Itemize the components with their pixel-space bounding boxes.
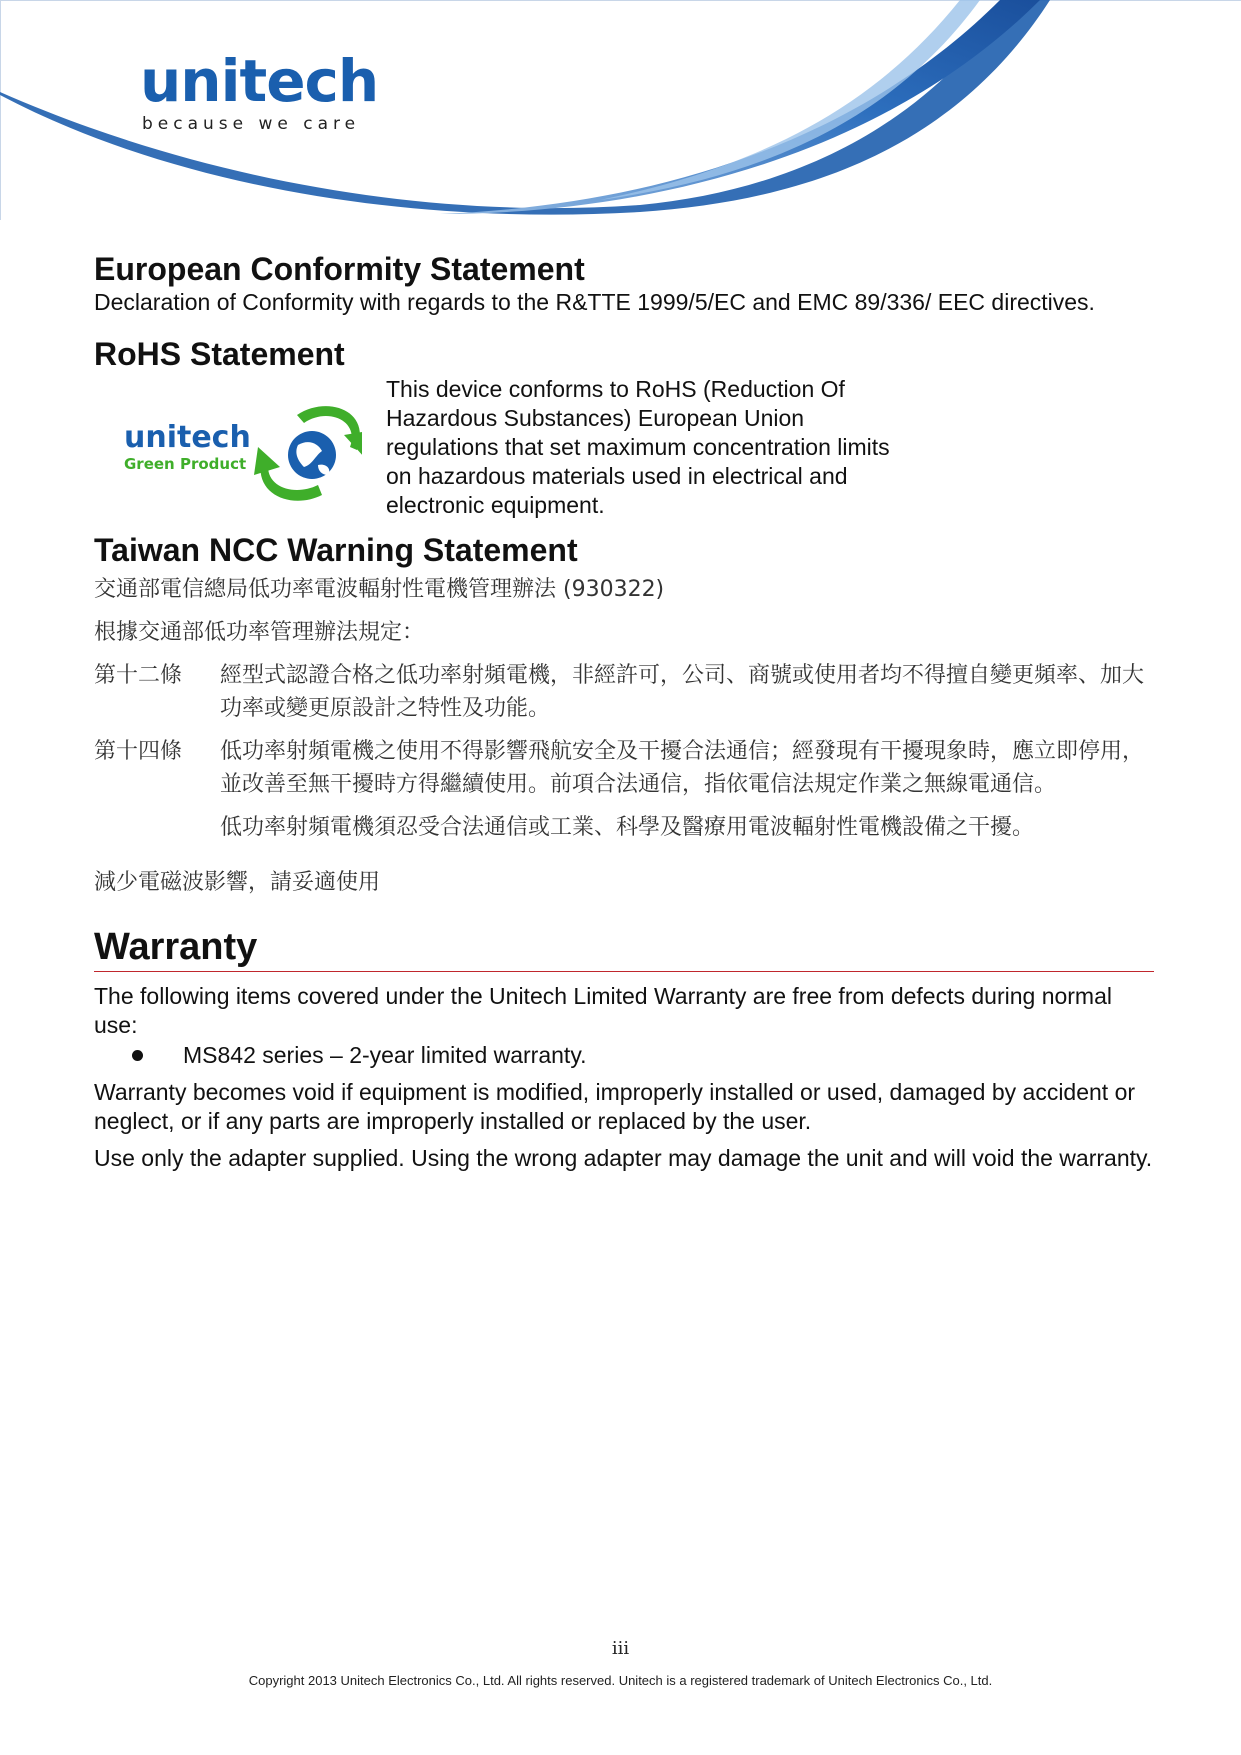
rohs-line: regulations that set maximum concentration limits — [386, 434, 890, 460]
rohs-section — [94, 375, 1154, 525]
rohs-line: electronic equipment. — [386, 492, 605, 518]
article-14 — [94, 735, 1154, 801]
green-logo-sub: Green Product — [124, 455, 247, 473]
warranty-bullet-text: MS842 series – 2-year limited warranty. — [183, 1042, 587, 1068]
warranty-title: Warranty — [94, 925, 1154, 972]
taiwan-title: Taiwan NCC Warning Statement — [94, 532, 578, 568]
european-title: European Conformity Statement — [94, 251, 585, 287]
reduce-emf-line: 減少電磁波影響，請妥適使用 — [94, 870, 381, 895]
taiwan-line2: 根據交通部低功率管理辦法規定： — [94, 620, 425, 645]
warranty-adapter-text: Use only the adapter supplied. Using the wrong adapter may damage the unit and will void the warranty. — [94, 1145, 1153, 1171]
rohs-text — [386, 375, 946, 520]
bullet-icon — [132, 1050, 143, 1061]
copyright: Copyright 2013 Unitech Electronics Co., Ltd. All rights reserved. Unitech is a registered trademark of Unitech Electronics Co., Ltd. — [248, 1673, 993, 1688]
warranty-bullet — [132, 1040, 1154, 1070]
unitech-logo — [140, 47, 379, 134]
green-logo-word: unitech — [124, 420, 251, 455]
warranty-void-text: Warranty becomes void if equipment is modified, improperly installed or used, damaged by accident or neglect, or if any parts are improperly installed or replaced by the user. — [94, 1079, 1136, 1134]
rohs-line: Hazardous Substances) European Union — [386, 405, 805, 431]
european-text: Declaration of Conformity with regards to the R&TTE 1999/5/EC and EMC 89/336/ EEC directives. — [94, 289, 1095, 315]
article-12 — [94, 659, 1154, 725]
page-number: iii — [611, 1638, 630, 1659]
article-text: 經型式認證合格之低功率射頻電機，非經許可，公司、商號或使用者均不得擅自變更頻率、加大功率或變更原設計之特性及功能。 — [220, 663, 1145, 721]
warranty-intro: The following items covered under the Unitech Limited Warranty are free from defects during normal use: — [94, 983, 1112, 1038]
rohs-line: This device conforms to RoHS (Reduction Of — [386, 376, 845, 402]
article-14-extra — [94, 811, 1154, 844]
article-label: 第十二條 — [94, 663, 183, 688]
green-product-logo — [122, 395, 362, 505]
article-text: 低功率射頻電機之使用不得影響飛航安全及干擾合法通信；經發現有干擾現象時，應立即停用，並改善至無干擾時方得繼續使用。前項合法通信，指依電信法規定作業之無線電通信。 — [220, 739, 1145, 797]
rohs-line: on hazardous materials used in electrical and — [386, 463, 848, 489]
article-label: 第十四條 — [94, 739, 183, 764]
logo-wordmark: unitech — [140, 47, 379, 115]
rohs-title: RoHS Statement — [94, 336, 345, 372]
logo-tagline: because we care — [142, 114, 361, 134]
taiwan-line1: 交通部電信總局低功率電波輻射性電機管理辦法 (930322) — [94, 577, 665, 602]
page-content — [94, 250, 1154, 1173]
article-extra-text: 低功率射頻電機須忍受合法通信或工業、科學及醫療用電波輻射性電機設備之干擾。 — [220, 815, 1035, 840]
